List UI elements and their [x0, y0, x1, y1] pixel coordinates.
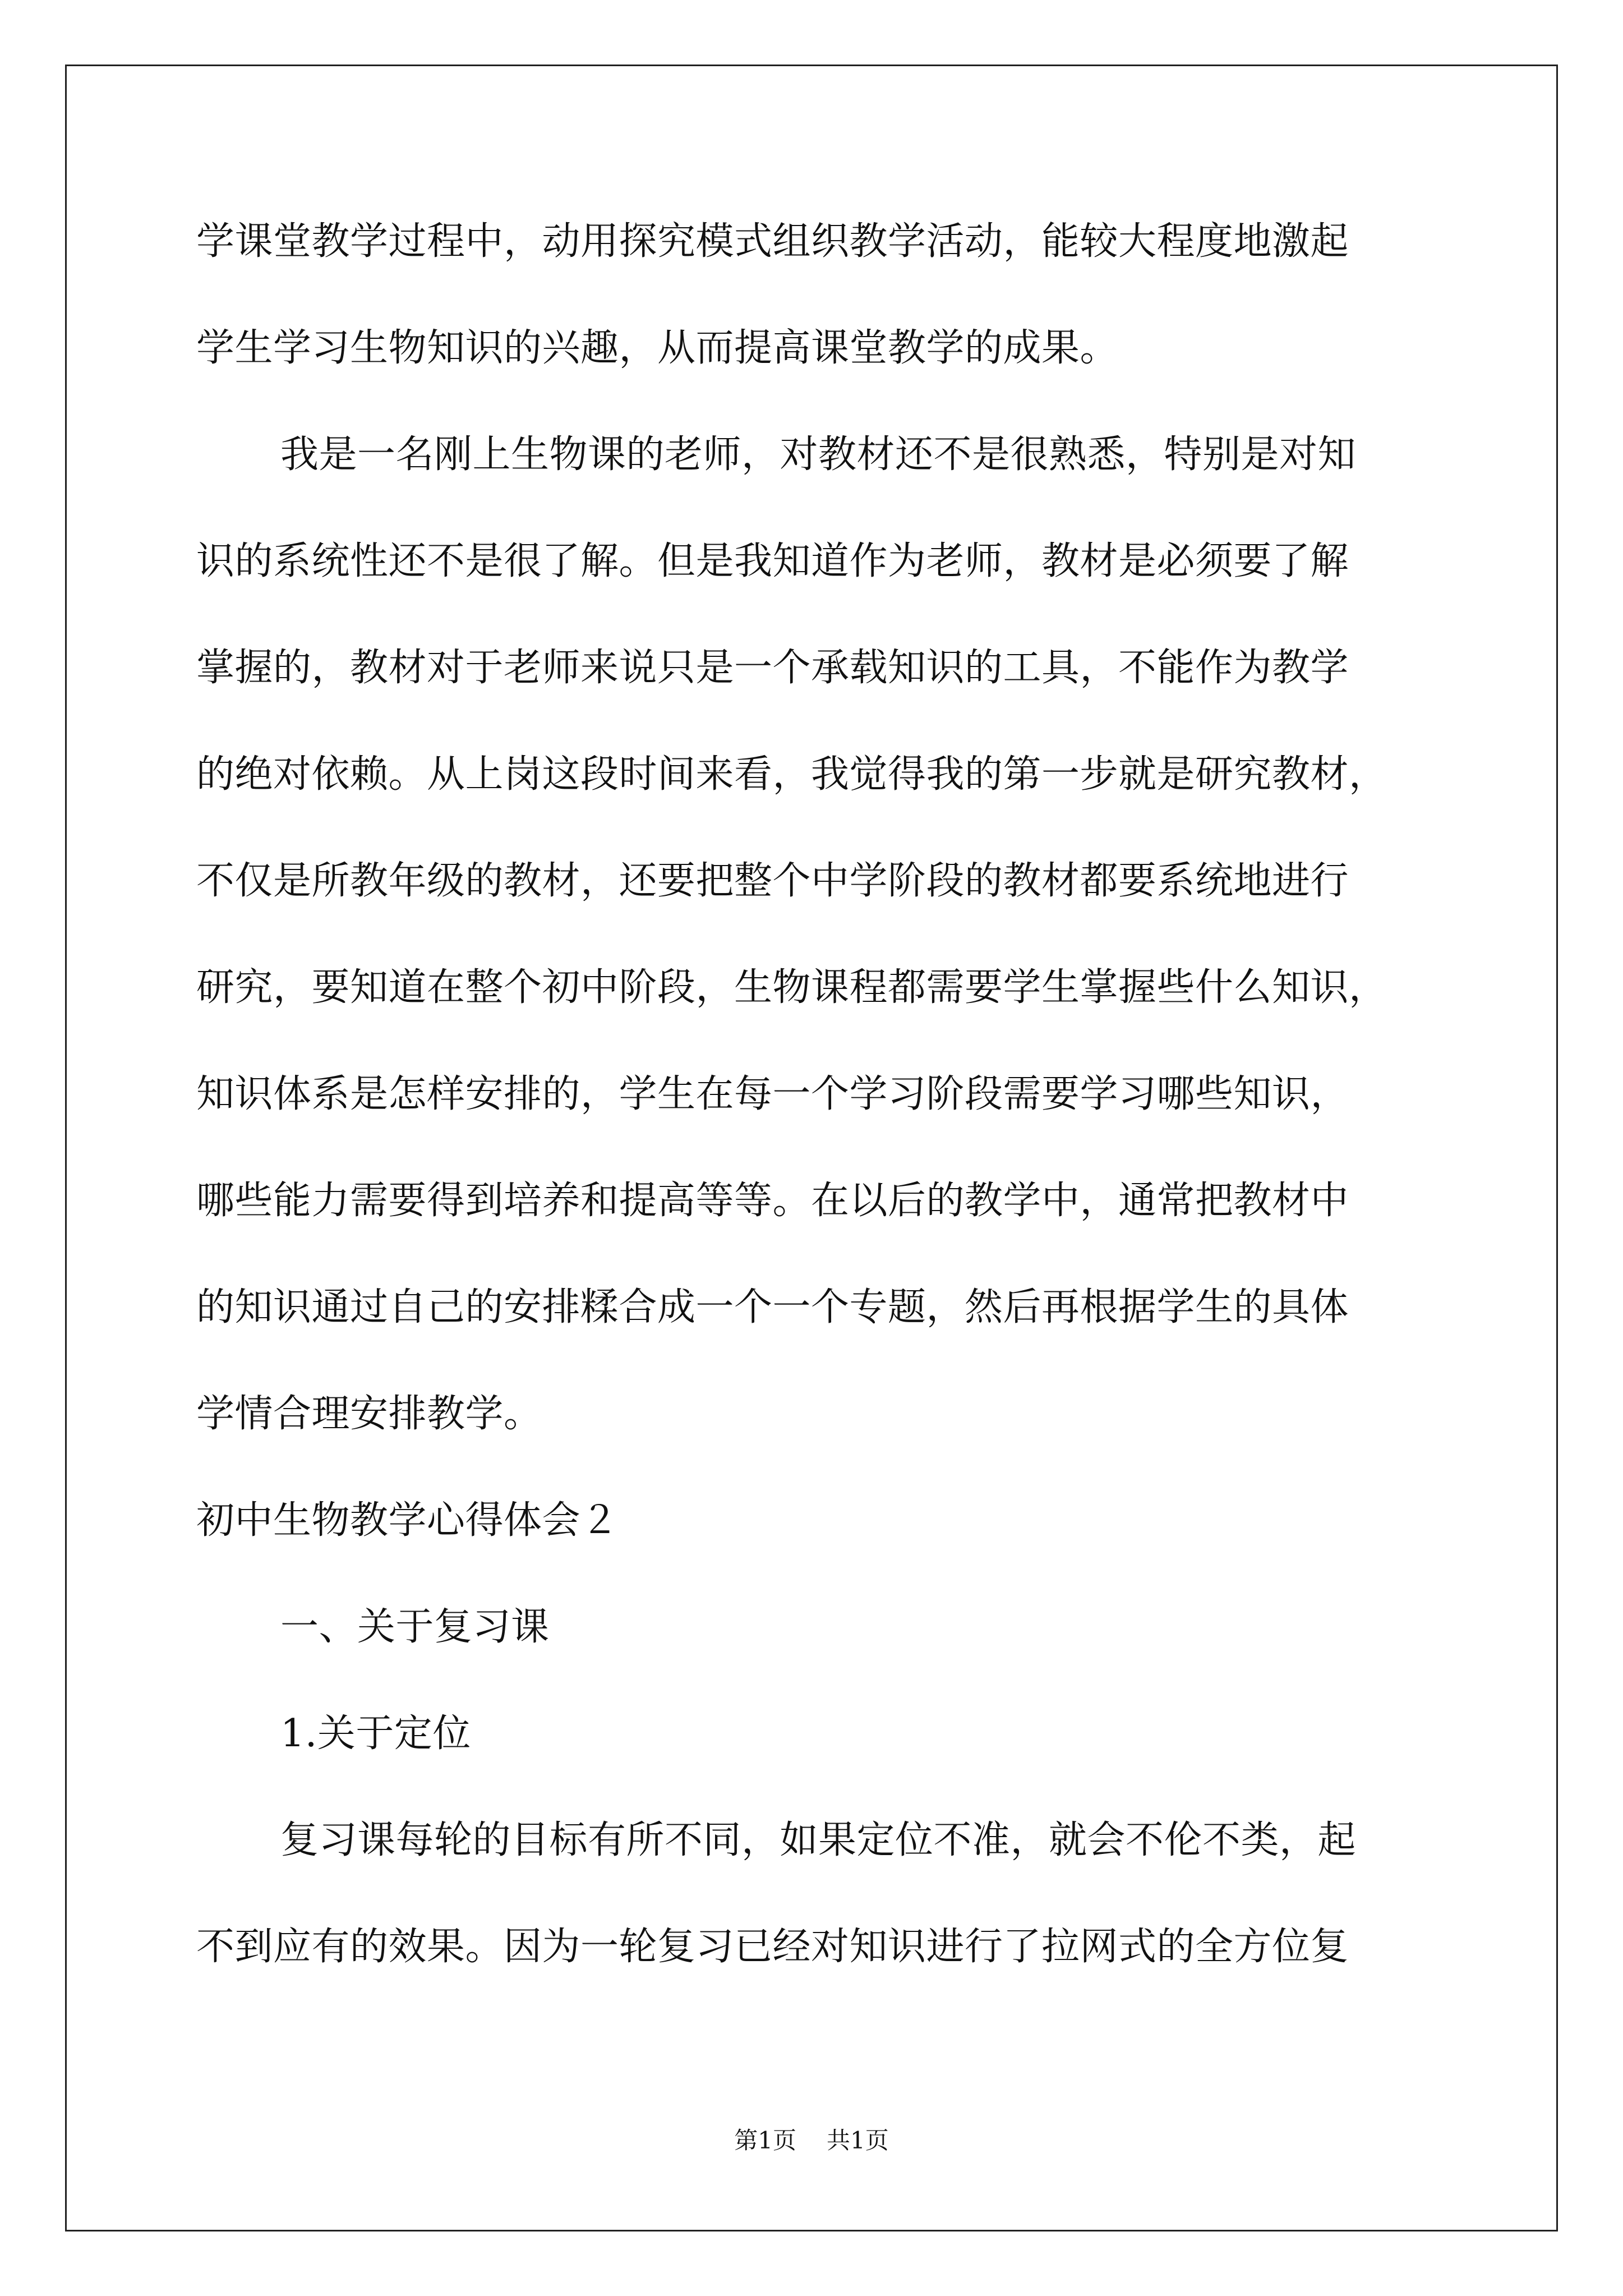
paragraph-line: 的知识通过自己的安排糅合成一个一个专题，然后再根据学生的具体	[196, 1285, 1349, 1329]
paragraph-line: 学生学习生物知识的兴趣，从而提高课堂教学的成果。	[196, 326, 1119, 370]
paragraph-line: 不到应有的效果。因为一轮复习已经对知识进行了拉网式的全方位复	[196, 1925, 1349, 1969]
page-total: 共1页	[827, 2127, 889, 2154]
paragraph-line: 识的系统性还不是很了解。但是我知道作为老师，教材是必须要了解	[196, 539, 1349, 583]
paragraph-line: 研究，要知道在整个初中阶段，生物课程都需要学生掌握些什么知识，	[196, 965, 1387, 1010]
paragraph-line: 学情合理安排教学。	[196, 1392, 542, 1436]
paragraph-line: 的绝对依赖。从上岗这段时间来看，我觉得我的第一步就是研究教材，	[196, 752, 1387, 797]
paragraph-line: 哪些能力需要得到培养和提高等等。在以后的教学中，通常把教材中	[196, 1179, 1349, 1223]
paragraph-line: 掌握的，教材对于老师来说只是一个承载知识的工具，不能作为教学	[196, 646, 1349, 690]
section-heading: 初中生物教学心得体会２	[196, 1498, 619, 1543]
document-body	[196, 215, 1436, 2027]
page-number: 第1页	[734, 2127, 796, 2154]
subsection-heading: 一、关于复习课	[280, 1605, 550, 1649]
paragraph-line: 知识体系是怎样安排的，学生在每一个学习阶段需要学习哪些知识，	[196, 1072, 1349, 1116]
paragraph-line: 我是一名刚上生物课的老师，对教材还不是很熟悉，特别是对知	[280, 432, 1357, 477]
page-footer	[0, 2125, 1623, 2156]
item-heading: 1.关于定位	[280, 1711, 471, 1756]
paragraph-line: 学课堂教学过程中，动用探究模式组织教学活动，能较大程度地激起	[196, 219, 1349, 264]
paragraph-line: 不仅是所教年级的教材，还要把整个中学阶段的教材都要系统地进行	[196, 859, 1349, 903]
paragraph-line: 复习课每轮的目标有所不同，如果定位不准，就会不伦不类，起	[280, 1818, 1357, 1862]
